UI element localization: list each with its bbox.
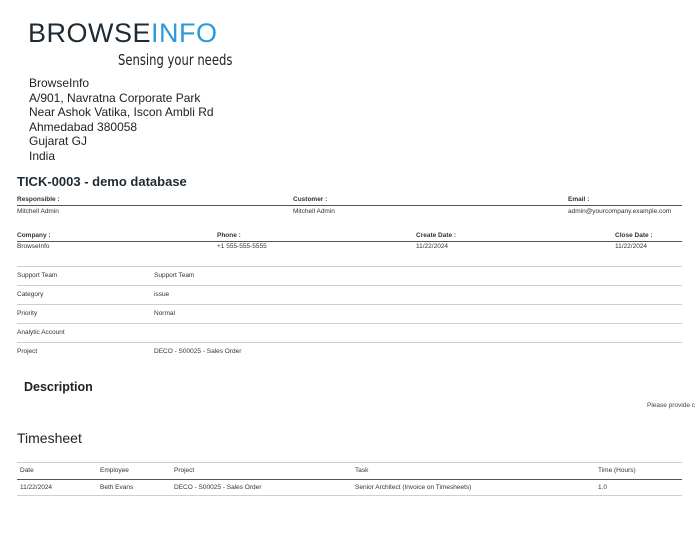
timesheet-cell-project: DECO - S00025 - Sales Order — [174, 484, 262, 491]
info-row1-divider — [17, 205, 682, 206]
company-value: BrowseInfo — [17, 243, 50, 250]
details-row-divider — [17, 304, 682, 305]
detail-value-category: issue — [154, 291, 170, 298]
timesheet-header-project: Project — [174, 467, 195, 474]
detail-value-project: DECO - S00025 - Sales Order — [154, 348, 242, 355]
logo-brand-part2: INFO — [151, 18, 218, 48]
detail-label-analytic-account: Analytic Account — [17, 329, 65, 336]
details-row-divider — [17, 342, 682, 343]
timesheet-heading: Timesheet — [17, 430, 82, 446]
detail-label-priority: Priority — [17, 310, 38, 317]
close-date-value: 11/22/2024 — [615, 243, 648, 250]
timesheet-header-divider — [17, 479, 682, 480]
logo-brand-part1: BROWSE — [28, 18, 152, 48]
company-address — [29, 76, 214, 164]
address-line: Ahmedabad 380058 — [29, 119, 138, 134]
email-value: admin@yourcompany.example.com — [568, 208, 672, 215]
email-label: Email : — [568, 196, 590, 203]
timesheet-header-date: Date — [20, 467, 34, 474]
timesheet-cell-employee: Beth Evans — [100, 484, 134, 491]
timesheet-cell-task: Senior Architect (Invoice on Timesheets) — [355, 484, 472, 491]
address-line: A/901, Navratna Corporate Park — [29, 90, 201, 105]
create-date-value: 11/22/2024 — [416, 243, 449, 250]
details-top-border — [17, 266, 682, 267]
timesheet-top-border — [17, 462, 682, 463]
company-label: Company : — [17, 232, 51, 239]
details-row-divider — [17, 285, 682, 286]
logo-wordmark — [28, 18, 218, 48]
detail-label-support-team: Support Team — [17, 272, 58, 279]
phone-label: Phone : — [217, 232, 241, 239]
customer-label: Customer : — [293, 196, 328, 203]
logo-tagline: Sensing your needs — [118, 51, 233, 69]
phone-value: +1 555-555-5555 — [217, 243, 267, 250]
timesheet-cell-date: 11/22/2024 — [20, 484, 53, 491]
responsible-label: Responsible : — [17, 196, 60, 203]
timesheet-cell-time: 1.0 — [598, 484, 608, 491]
close-date-label: Close Date : — [615, 232, 653, 239]
ticket-title: TICK-0003 - demo database — [17, 174, 187, 189]
description-text: Please provide c — [647, 402, 696, 409]
details-row-divider — [17, 323, 682, 324]
detail-label-category: Category — [17, 291, 44, 298]
description-heading: Description — [24, 380, 93, 394]
timesheet-row-divider — [17, 495, 682, 496]
customer-value: Mitchell Admin — [293, 208, 335, 215]
address-line: Gujarat GJ — [29, 134, 88, 149]
detail-value-priority: Normal — [154, 310, 175, 317]
company-logo — [28, 18, 238, 70]
create-date-label: Create Date : — [416, 232, 457, 239]
timesheet-header-employee: Employee — [100, 467, 129, 474]
timesheet-header-time: Time (Hours) — [598, 467, 636, 474]
address-line: BrowseInfo — [29, 76, 90, 90]
address-line: India — [29, 148, 56, 163]
timesheet-header-task: Task — [355, 467, 369, 474]
info-row2-divider — [17, 241, 682, 242]
detail-label-project: Project — [17, 348, 38, 355]
address-line: Near Ashok Vatika, Iscon Ambli Rd — [29, 105, 214, 120]
detail-value-support-team: Support Team — [154, 272, 195, 279]
responsible-value: Mitchell Admin — [17, 208, 59, 215]
